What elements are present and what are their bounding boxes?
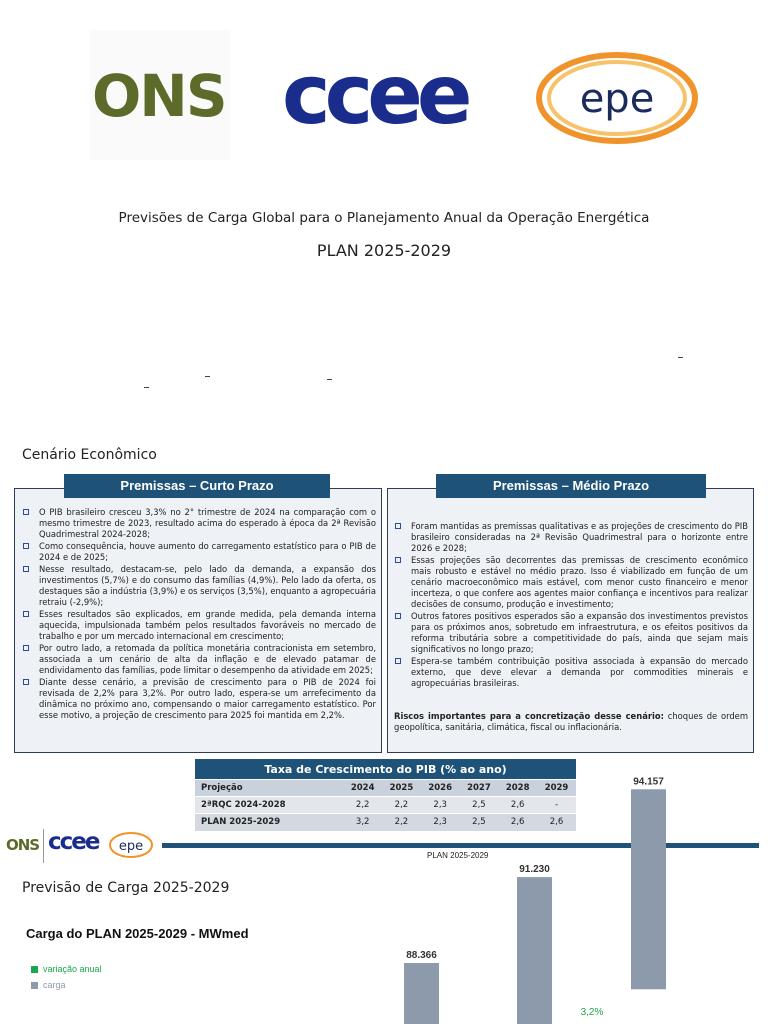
checkbox-bullet-icon bbox=[23, 543, 29, 549]
list-item: Outros fatores positivos esperados são a expansão dos investimentos previstos para os próximos anos, sobretudo em infraestrutura, e os efeitos positivos da reforma tributária sobre a competitividade do país, ainda que sejam mais significativos no longo prazo; bbox=[394, 611, 748, 655]
page-subtitle: PLAN 2025-2029 bbox=[316, 241, 452, 260]
stray-dash bbox=[144, 387, 149, 388]
list-item: Por outro lado, a retomada da política monetária contracionista em setembro, associada a um cenário de alta da inflação e de elevado patamar de endividamento das famílias, pode limitar o desempenho da atividade em 2025; bbox=[22, 643, 376, 676]
chart-bar bbox=[517, 877, 552, 1024]
table-cell: 2,3 bbox=[421, 797, 460, 814]
table-header-cell: 2027 bbox=[460, 780, 499, 797]
table-cell: 2,5 bbox=[460, 814, 499, 831]
checkbox-bullet-icon bbox=[395, 658, 401, 664]
table-cell: 2,2 bbox=[382, 814, 421, 831]
chart-title: Carga do PLAN 2025-2029 - MWmed bbox=[26, 926, 249, 941]
table-cell: PLAN 2025-2029 bbox=[195, 814, 343, 831]
chart-value-label: 88.366 bbox=[406, 950, 437, 962]
table-header-cell: 2028 bbox=[498, 780, 537, 797]
table-cell: 2,6 bbox=[498, 797, 537, 814]
list-item: O PIB brasileiro cresceu 3,3% no 2° trimestre de 2024 na comparação com o mesmo trimestre de 2023, resultado acima do esperado à época da 2ª Revisão Quadrimestral 2024-2028; bbox=[22, 507, 376, 540]
table-cell: - bbox=[537, 797, 576, 814]
list-item: Essas projeções são decorrentes das premissas de crescimento econômico mais robusto e estável no médio prazo. Isso é viabilizado em função de um cenário macroeconômico mais estável, com menor custo financeiro e menor incerteza, o que confere aos agentes maior confiança e incentivos para realizar decisões de consumo, produção e investimento; bbox=[394, 555, 748, 610]
chart-growth-label: 3,2% bbox=[580, 1007, 604, 1018]
list-item: Nesse resultado, destacam-se, pelo lado da demanda, a expansão dos investimentos (5,7%) e do consumo das famílias (4,9%). Pelo lado da oferta, os destaques são a indústria (3,9%) e os serviços (3,5%), enquanto a agropecuária retraiu (-2,9%); bbox=[22, 564, 376, 608]
footer-ons-logo: ONS bbox=[6, 836, 40, 854]
table-header-cell: Projeção bbox=[195, 780, 343, 797]
table-cell: 2ªRQC 2024-2028 bbox=[195, 797, 343, 814]
ccee-logo: ccee bbox=[282, 48, 467, 143]
chart-value-label: 94.157 bbox=[633, 776, 664, 788]
footer-logo-divider bbox=[43, 829, 44, 863]
table-header-cell: 2026 bbox=[421, 780, 460, 797]
list-item: Esses resultados são explicados, em grande medida, pela demanda interna aquecida, impulsionada também pelos resultados favoráveis no mercado de trabalho e por um mercado internacional em crescimento; bbox=[22, 609, 376, 642]
chart-bar bbox=[404, 963, 439, 1024]
legend-label: variação anual bbox=[43, 964, 102, 974]
table-row bbox=[195, 797, 576, 814]
footer-text: PLAN 2025-2029 bbox=[427, 851, 489, 860]
chart-bar bbox=[631, 789, 666, 989]
table-header-cell: 2029 bbox=[537, 780, 576, 797]
checkbox-bullet-icon bbox=[395, 557, 401, 563]
table-cell: 2,6 bbox=[537, 814, 576, 831]
stray-dash bbox=[205, 376, 210, 377]
stray-dash bbox=[327, 379, 332, 380]
risk-paragraph bbox=[394, 711, 748, 733]
footer-epe-logo bbox=[108, 831, 154, 859]
list-item: Diante desse cenário, a previsão de crescimento para o PIB de 2024 foi revisada de 2,2% para 3,2%. Por outro lado, espera-se um arrefecimento da dinâmica no próximo ano, compensando o maior carregamento estatístico. Por esse motivo, a projeção de crescimento para 2025 foi mantida em 2,2%. bbox=[22, 677, 376, 721]
list-item: Como consequência, houve aumento do carregamento estatístico para o PIB de 2024 e de 2025; bbox=[22, 541, 376, 563]
checkbox-bullet-icon bbox=[23, 566, 29, 572]
table-caption: Taxa de Crescimento do PIB (% ao ano) bbox=[195, 759, 576, 780]
checkbox-bullet-icon bbox=[23, 509, 29, 515]
legend-label: carga bbox=[43, 980, 66, 990]
table-row bbox=[195, 814, 576, 831]
table-cell: 2,6 bbox=[498, 814, 537, 831]
footer-epe-text: epe bbox=[118, 839, 144, 854]
table-header-row bbox=[195, 780, 576, 797]
risk-label: Riscos importantes para a concretização desse cenário: bbox=[394, 711, 664, 721]
checkbox-bullet-icon bbox=[395, 523, 401, 529]
short-term-header: Premissas – Curto Prazo bbox=[64, 474, 330, 498]
epe-logo-text: epe bbox=[579, 76, 655, 122]
economic-section-title: Cenário Econômico bbox=[22, 447, 157, 463]
table-cell: 2,5 bbox=[460, 797, 499, 814]
list-item: Espera-se também contribuição positiva associada à expansão do mercado externo, que deve elevar a demanda por commodities minerais e agropecuárias brasileiras. bbox=[394, 656, 748, 689]
medium-term-list bbox=[394, 521, 748, 690]
table-cell: 2,2 bbox=[343, 797, 382, 814]
forecast-section-title: Previsão de Carga 2025-2029 bbox=[22, 880, 230, 896]
footer-ccee-logo: ccee bbox=[48, 829, 99, 855]
checkbox-bullet-icon bbox=[23, 679, 29, 685]
checkbox-bullet-icon bbox=[23, 611, 29, 617]
risk-text: choques de ordem geopolítica, sanitária, climática, fiscal ou inflacionária. bbox=[394, 711, 748, 732]
pib-growth-table bbox=[195, 758, 576, 831]
checkbox-bullet-icon bbox=[395, 613, 401, 619]
footer-rule bbox=[162, 843, 759, 848]
list-item: Foram mantidas as premissas qualitativas e as projeções de crescimento do PIB brasileiro consideradas na 2ª Revisão Quadrimestral para o horizonte entre 2026 e 2028; bbox=[394, 521, 748, 554]
table-cell: 3,2 bbox=[343, 814, 382, 831]
stray-dash bbox=[678, 357, 683, 358]
ons-logo: ONS bbox=[92, 62, 226, 130]
checkbox-bullet-icon bbox=[23, 645, 29, 651]
table-cell: 2,2 bbox=[382, 797, 421, 814]
page-title: Previsões de Carga Global para o Planejamento Anual da Operação Energética bbox=[118, 210, 650, 226]
table-header-cell: 2025 bbox=[382, 780, 421, 797]
epe-logo bbox=[536, 52, 698, 144]
medium-term-header: Premissas – Médio Prazo bbox=[436, 474, 706, 498]
table-header-cell: 2024 bbox=[343, 780, 382, 797]
short-term-list bbox=[22, 507, 376, 722]
chart-value-label: 91.230 bbox=[519, 864, 550, 876]
table-cell: 2,3 bbox=[421, 814, 460, 831]
